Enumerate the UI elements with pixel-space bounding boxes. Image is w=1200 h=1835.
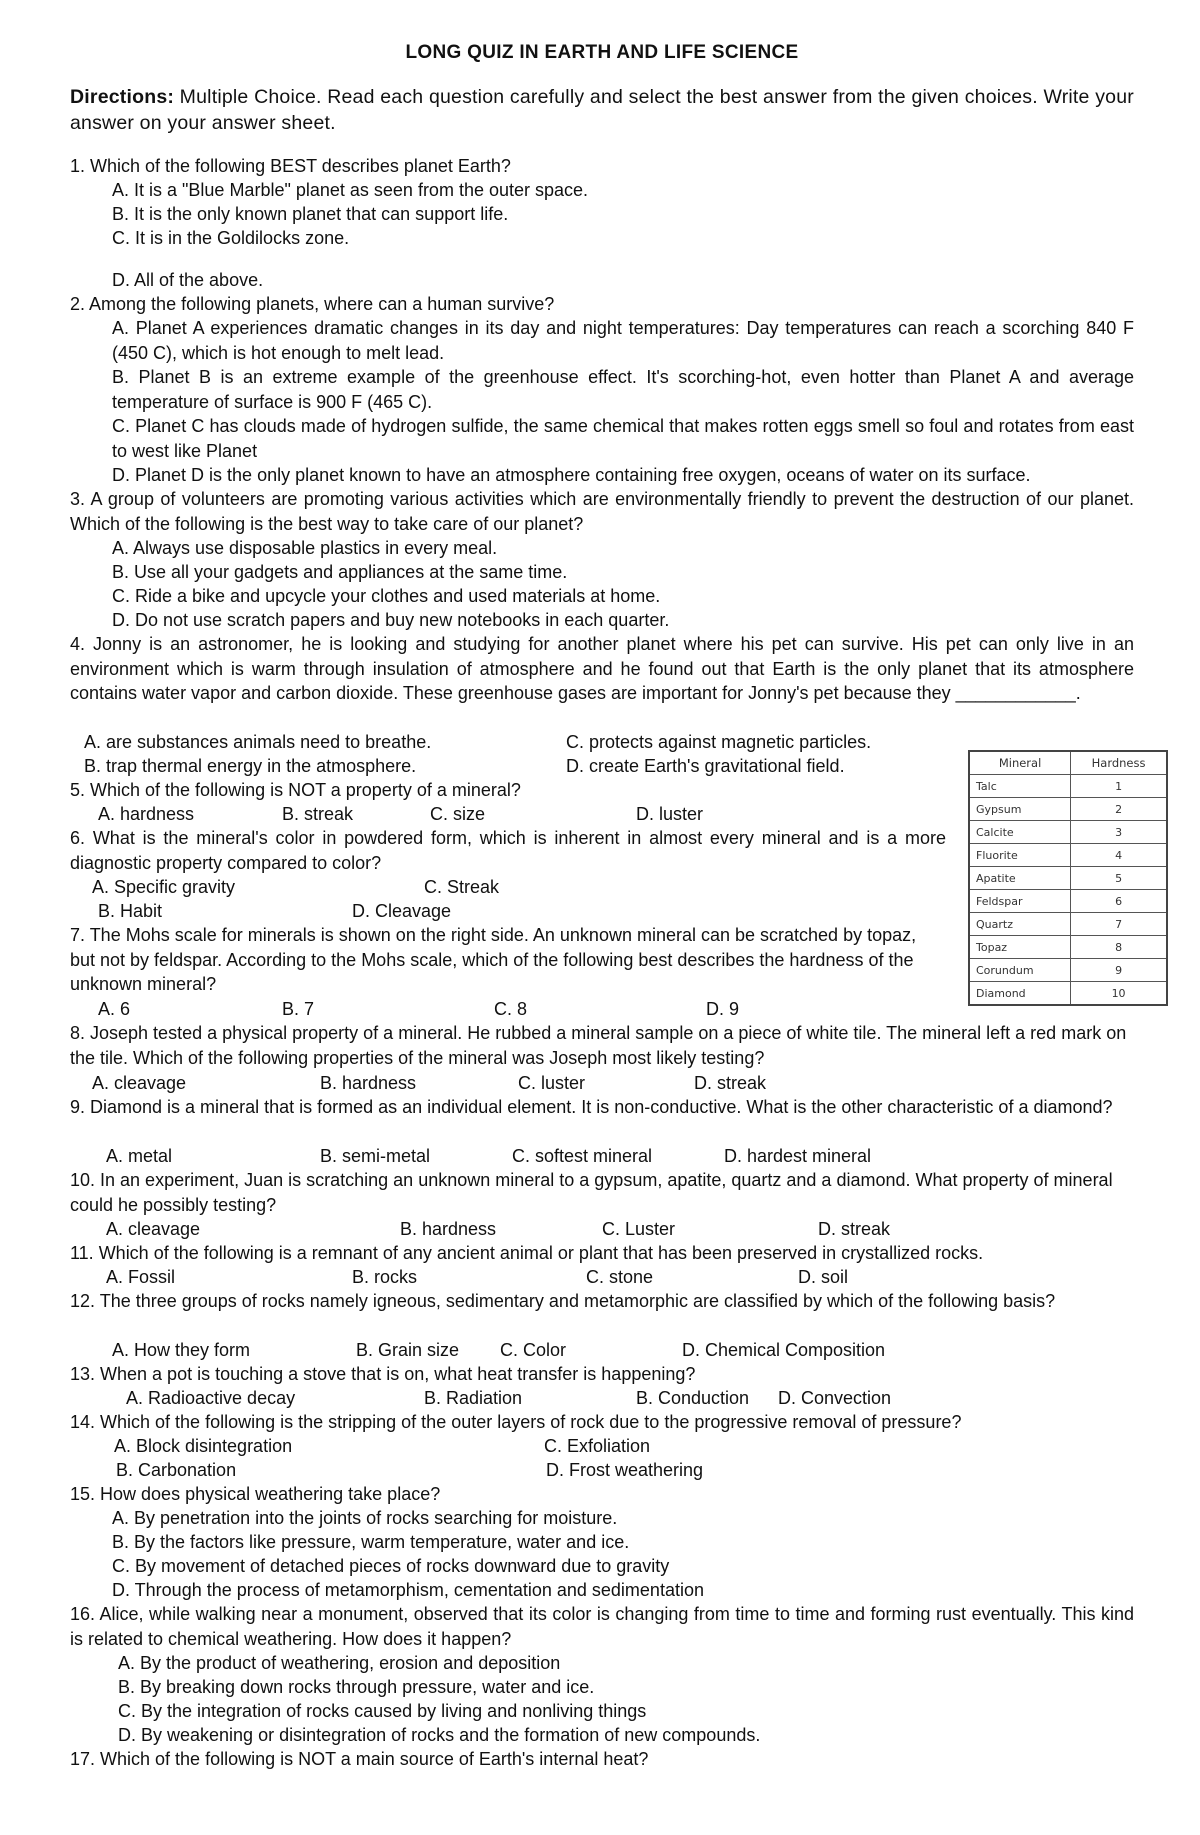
q3-stem: 3. A group of volunteers are promoting various activities which are environmentally friendly to prevent the destruction of our planet. Which of the following is the best way to take care of our planet? — [70, 489, 1134, 534]
mohs-row — [969, 775, 1167, 798]
q1-option-a: A. It is a "Blue Marble" planet as seen from the outer space. — [112, 180, 589, 200]
q4-stem: 4. Jonny is an astronomer, he is looking and studying for another planet where his pet can survive. His pet can only live in an environment which is warm through insulation of atmosphere and he found out that Earth is the only planet that its atmosphere contains water vapor and carbon dioxide. These greenhouse gases are important for Jonny's pet because they ____________. — [70, 634, 1134, 703]
mohs-row — [969, 867, 1167, 890]
q10-option-d: D. streak — [818, 1219, 891, 1239]
mohs-hardness: 10 — [1071, 982, 1167, 1006]
q14-stem: 14. Which of the following is the stripping of the outer layers of rock due to the progressive removal of pressure? — [70, 1412, 962, 1432]
directions — [70, 84, 1134, 136]
q17-stem: 17. Which of the following is NOT a main source of Earth's internal heat? — [70, 1749, 649, 1769]
q9-option-d: D. hardest mineral — [724, 1146, 872, 1166]
q8-option-b: B. hardness — [320, 1073, 417, 1093]
q16-option-b: B. By breaking down rocks through pressure, water and ice. — [118, 1677, 595, 1697]
mohs-mineral: Talc — [969, 775, 1071, 798]
q13-option-d: D. Convection — [778, 1388, 892, 1408]
q12-stem: 12. The three groups of rocks namely igneous, sedimentary and metamorphic are classified by which of the following basis? — [70, 1291, 1056, 1311]
mohs-header-mineral: Mineral — [969, 751, 1071, 775]
q6-option-d: D. Cleavage — [352, 901, 452, 921]
q5-option-a: A. hardness — [98, 804, 195, 824]
q3-option-d: D. Do not use scratch papers and buy new notebooks in each quarter. — [112, 610, 670, 630]
q4-option-b: B. trap thermal energy in the atmosphere. — [84, 756, 417, 776]
q5-option-d: D. luster — [636, 804, 704, 824]
q2-option-a: A. Planet A experiences dramatic changes in its day and night temperatures: Day temperatures can reach a scorching 840 F (450 C), which is hot enough to melt lead. — [112, 318, 1134, 363]
q14-option-d: D. Frost weathering — [546, 1460, 704, 1480]
q1-option-c: C. It is in the Goldilocks zone. — [112, 228, 350, 248]
page-title: LONG QUIZ IN EARTH AND LIFE SCIENCE — [405, 42, 799, 63]
q5-option-b: B. streak — [282, 804, 354, 824]
q6-option-b: B. Habit — [98, 901, 163, 921]
q1-option-d: D. All of the above. — [112, 270, 264, 290]
q2-option-d: D. Planet D is the only planet known to have an atmosphere containing free oxygen, oceans of water on its surface. — [112, 465, 1031, 485]
q12-option-c: C. Color — [500, 1340, 567, 1360]
mohs-row — [969, 959, 1167, 982]
q4-option-c: C. protects against magnetic particles. — [566, 732, 872, 752]
mohs-mineral: Diamond — [969, 982, 1071, 1006]
q7-option-c: C. 8 — [494, 999, 528, 1019]
q15-option-a: A. By penetration into the joints of rocks searching for moisture. — [112, 1508, 618, 1528]
q11-option-b: B. rocks — [352, 1267, 418, 1287]
q15-stem: 15. How does physical weathering take place? — [70, 1484, 441, 1504]
q1-stem: 1. Which of the following BEST describes planet Earth? — [70, 156, 511, 176]
q9-option-a: A. metal — [106, 1146, 173, 1166]
mohs-mineral: Topaz — [969, 936, 1071, 959]
mohs-header-row — [969, 751, 1167, 775]
mohs-row — [969, 844, 1167, 867]
q7-option-d: D. 9 — [706, 999, 740, 1019]
q12-option-a: A. How they form — [112, 1340, 251, 1360]
q11-option-d: D. soil — [798, 1267, 849, 1287]
mohs-row — [969, 890, 1167, 913]
q10-stem: 10. In an experiment, Juan is scratching an unknown mineral to a gypsum, apatite, quartz and a diamond. What property of mineral could he possibly testing? — [70, 1170, 1113, 1215]
q11-option-a: A. Fossil — [106, 1267, 176, 1287]
mohs-mineral: Calcite — [969, 821, 1071, 844]
q14-option-a: A. Block disintegration — [114, 1436, 293, 1456]
q13-stem: 13. When a pot is touching a stove that is on, what heat transfer is happening? — [70, 1364, 696, 1384]
directions-text: Multiple Choice. Read each question carefully and select the best answer from the given choices. Write your answer on your answer sheet. — [70, 86, 1134, 134]
q4-option-a: A. are substances animals need to breathe. — [84, 732, 432, 752]
mohs-mineral: Apatite — [969, 867, 1071, 890]
q3-option-c: C. Ride a bike and upcycle your clothes and used materials at home. — [112, 586, 661, 606]
mohs-hardness: 2 — [1071, 798, 1167, 821]
q10-option-c: C. Luster — [602, 1219, 676, 1239]
q7-option-b: B. 7 — [282, 999, 315, 1019]
mohs-hardness: 1 — [1071, 775, 1167, 798]
q14-option-c: C. Exfoliation — [544, 1436, 651, 1456]
mohs-hardness: 5 — [1071, 867, 1167, 890]
q14-option-b: B. Carbonation — [116, 1460, 237, 1480]
mohs-hardness: 7 — [1071, 913, 1167, 936]
q11-stem: 11. Which of the following is a remnant of any ancient animal or plant that has been preserved in crystallized rocks. — [70, 1243, 984, 1263]
mohs-hardness: 9 — [1071, 959, 1167, 982]
q7-stem: 7. The Mohs scale for minerals is shown on the right side. An unknown mineral can be scratched by topaz, but not by feldspar. According to the Mohs scale, which of the following best describes the hardness of the unknown mineral? — [70, 925, 917, 994]
q1-option-b: B. It is the only known planet that can support life. — [112, 204, 509, 224]
mohs-row — [969, 936, 1167, 959]
q12-option-b: B. Grain size — [356, 1340, 460, 1360]
q2-option-b: B. Planet B is an extreme example of the greenhouse effect. It's scorching-hot, even hotter than Planet A and average temperature of surface is 900 F (465 C). — [112, 367, 1134, 412]
mohs-mineral: Quartz — [969, 913, 1071, 936]
mohs-row — [969, 982, 1167, 1006]
mohs-mineral: Corundum — [969, 959, 1071, 982]
mohs-hardness: 6 — [1071, 890, 1167, 913]
q8-option-a: A. cleavage — [92, 1073, 187, 1093]
q12-option-d: D. Chemical Composition — [682, 1340, 886, 1360]
q16-option-d: D. By weakening or disintegration of rocks and the formation of new compounds. — [118, 1725, 761, 1745]
q16-stem: 16. Alice, while walking near a monument, observed that its color is changing from time to time and forming rust eventually. This kind is related to chemical weathering. How does it happen? — [70, 1604, 1134, 1649]
q4-option-d: D. create Earth's gravitational field. — [566, 756, 845, 776]
mohs-row — [969, 913, 1167, 936]
q8-stem: 8. Joseph tested a physical property of a mineral. He rubbed a mineral sample on a piece of white tile. The mineral left a red mark on the tile. Which of the following properties of the mineral was Joseph most likely testing? — [70, 1023, 1127, 1068]
q15-option-c: C. By movement of detached pieces of rocks downward due to gravity — [112, 1556, 670, 1576]
q13-option-b: B. Radiation — [424, 1388, 523, 1408]
q9-stem: 9. Diamond is a mineral that is formed as an individual element. It is non-conductive. What is the other characteristic of a diamond? — [70, 1097, 1113, 1117]
mohs-mineral: Gypsum — [969, 798, 1071, 821]
mohs-scale-table — [968, 750, 1168, 1006]
q7-option-a: A. 6 — [98, 999, 131, 1019]
q9-option-c: C. softest mineral — [512, 1146, 653, 1166]
q16-option-a: A. By the product of weathering, erosion and deposition — [118, 1653, 561, 1673]
mohs-hardness: 3 — [1071, 821, 1167, 844]
mohs-row — [969, 798, 1167, 821]
mohs-header-hardness: Hardness — [1071, 751, 1167, 775]
q5-option-c: C. size — [430, 804, 486, 824]
directions-label: Directions: — [70, 86, 175, 108]
q10-option-b: B. hardness — [400, 1219, 497, 1239]
mohs-hardness: 8 — [1071, 936, 1167, 959]
q11-option-c: C. stone — [586, 1267, 654, 1287]
q15-option-d: D. Through the process of metamorphism, cementation and sedimentation — [112, 1580, 704, 1600]
q13-option-a: A. Radioactive decay — [126, 1388, 296, 1408]
mohs-mineral: Feldspar — [969, 890, 1071, 913]
q3-option-a: A. Always use disposable plastics in every meal. — [112, 538, 498, 558]
q10-option-a: A. cleavage — [106, 1219, 201, 1239]
q15-option-b: B. By the factors like pressure, warm temperature, water and ice. — [112, 1532, 630, 1552]
q16-option-c: C. By the integration of rocks caused by living and nonliving things — [118, 1701, 647, 1721]
q6-option-c: C. Streak — [424, 877, 500, 897]
q6-stem: 6. What is the mineral's color in powdered form, which is inherent in almost every mineral and is a more diagnostic property compared to color? — [70, 828, 946, 873]
mohs-mineral: Fluorite — [969, 844, 1071, 867]
q13-option-c: B. Conduction — [636, 1388, 750, 1408]
q9-option-b: B. semi-metal — [320, 1146, 431, 1166]
q8-option-d: D. streak — [694, 1073, 767, 1093]
q3-option-b: B. Use all your gadgets and appliances at the same time. — [112, 562, 568, 582]
mohs-row — [969, 821, 1167, 844]
q6-option-a: A. Specific gravity — [92, 877, 236, 897]
mohs-hardness: 4 — [1071, 844, 1167, 867]
q2-option-c: C. Planet C has clouds made of hydrogen sulfide, the same chemical that makes rotten eggs smell so foul and rotates from east to west like Planet — [112, 416, 1134, 461]
q8-option-c: C. luster — [518, 1073, 586, 1093]
q2-stem: 2. Among the following planets, where can a human survive? — [70, 294, 555, 314]
q5-stem: 5. Which of the following is NOT a property of a mineral? — [70, 780, 521, 800]
